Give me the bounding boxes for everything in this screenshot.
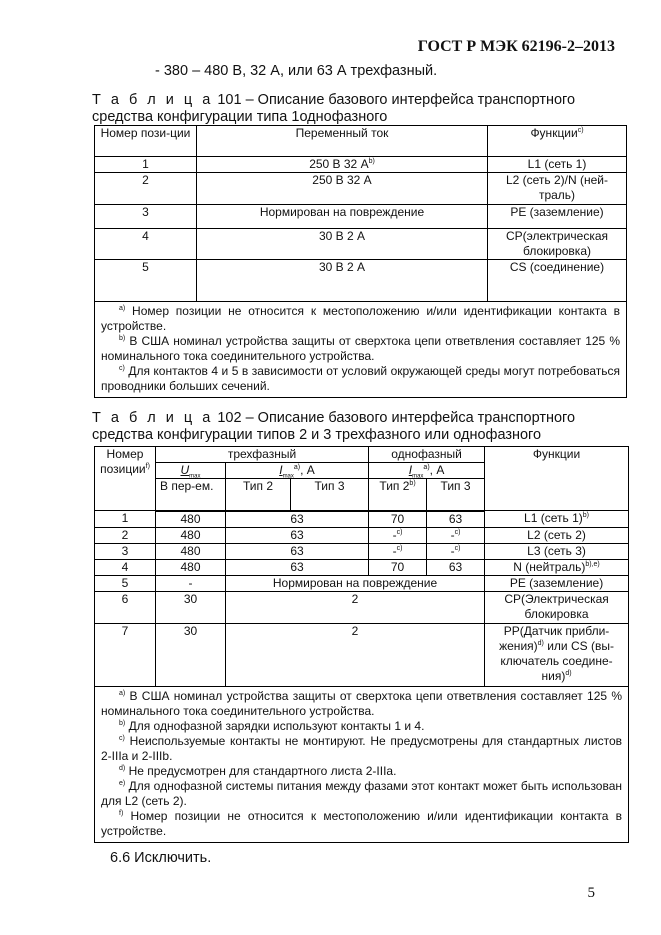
table-row: 2 480 63 -$^{c)}$ -$^{c)}$ L2 (сеть 2) <box>95 527 629 543</box>
footnote-e: $^{e)}$ Для однофазной системы питания между фазами этот контакт может быть использован для L2 (сеть 2). <box>101 778 623 808</box>
table-row: 3 480 63 -$^{c)}$ -$^{c)}$ L3 (сеть 3) <box>95 543 629 559</box>
table-notes-row <box>95 686 629 842</box>
closing-clause: 6.6 Исключить. <box>110 850 212 866</box>
footnote-a: $^{a)}$ Номер позиции не относится к местоположению и/или идентификации контакта в устройстве. <box>101 304 620 333</box>
intro-line: - 380 – 480 В, 32 А, или 63 А трехфазный. <box>155 63 438 79</box>
table-row: 4 480 63 70 63 N (нейтраль)$^{b),e)}$ <box>95 559 629 575</box>
table-title: 102 – Описание базового интерфейса транспортного <box>213 410 576 426</box>
footnote-a: $^{a)}$ В США номинал устройства защиты от сверхтока цепи ответвления составляет 125 % номинального тока соединительного устройства. <box>101 688 623 718</box>
page-number: 5 <box>587 885 595 901</box>
table-row: 6 30 2 CP(Электрическая блокировка <box>95 591 629 623</box>
footnote-d: $^{d)}$ Не предусмотрен для стандартного листа 2-IIIa. <box>119 763 397 778</box>
table-row: 4 30 В 2 А CP(электрическая блокировка) <box>95 229 627 260</box>
header-type3: Тип 3 <box>291 479 369 511</box>
header-three-phase: трехфазный <box>156 447 369 463</box>
table-102 <box>94 446 629 843</box>
table-row: 2 250 В 32 А L2 (сеть 2)/N (ней-траль) <box>95 173 627 205</box>
header-umax: $U_{max}$ <box>156 463 226 479</box>
table-label: Т а б л и ц а <box>92 410 214 426</box>
table-notes <box>95 686 629 842</box>
footnote-b: $^{b)}$ В США номинал устройства защиты от сверхтока цепи ответвления составляет 125 % номинального тока соединительного устройства. <box>101 334 620 363</box>
table-row: 7 30 2 PP(Датчик прибли-жения)$^{d)}$ или CS (вы-ключатель соедине-ния)$^{d)}$ <box>95 623 629 686</box>
header-ac: Переменный ток <box>197 126 488 157</box>
header-pos: Номер позиции$^{f)}$ <box>95 447 156 511</box>
header-imax: $I_{max}^{a)}$, А <box>226 463 369 479</box>
table-title: 101 – Описание базового интерфейса транспортного <box>213 92 576 108</box>
header-pos: Номер пози-ции <box>95 126 197 157</box>
header-single-phase: однофазный <box>369 447 485 463</box>
header-type3-single: Тип 3 <box>427 479 485 511</box>
table-label: Т а б л и ц а <box>92 92 214 108</box>
table-101-caption <box>92 92 575 126</box>
table-row: 1 480 63 70 63 L1 (сеть 1)$^{b)}$ <box>95 511 629 528</box>
footnote-c: $^{c)}$ Для контактов 4 и 5 в зависимости от условий окружающей среды могут потребоваться проводники больших сечений. <box>101 364 620 393</box>
footnote-b: $^{b)}$ Для однофазной зарядки используют контакты 1 и 4. <box>119 718 425 733</box>
header-func: Функции$^{c)}$ <box>488 126 627 157</box>
table-row: 3 Нормирован на повреждение PE (заземление) <box>95 205 627 229</box>
table-row: 5 - Нормирован на повреждение PE (заземление) <box>95 575 629 591</box>
table-101 <box>94 125 627 398</box>
table-row: 1 250 В 32 $А^{b)}$ L1 (сеть 1) <box>95 157 627 173</box>
header-imax-single: $I_{max}^{a)}$, А <box>369 463 485 479</box>
header-type2: Тип 2 <box>226 479 291 511</box>
header-in-trans: В пер-ем. <box>156 479 226 511</box>
footnote-c: $^{c)}$ Неиспользуемые контакты не монтируют. Не предусмотрены для стандартных листов 2-IIIa и 2-IIIb. <box>101 733 623 763</box>
table-row: 5 30 В 2 А CS (соединение) <box>95 260 627 302</box>
header-type2-single: Тип 2$^{b)}$ <box>369 479 427 511</box>
table-notes-row <box>95 302 627 398</box>
table-102-caption <box>92 410 575 444</box>
document-header: ГОСТ Р МЭК 62196-2–2013 <box>417 38 615 55</box>
footnote-f: $^{f)}$ Номер позиции не относится к местоположению и/или идентификации контакта в устройстве. <box>101 808 623 838</box>
table-title-line2: средства конфигурации типа 1однофазного <box>92 109 388 125</box>
table-header-row <box>95 126 627 157</box>
table-notes <box>95 302 627 398</box>
header-func: Функции <box>485 447 629 511</box>
table-title-line2: средства конфигурации типов 2 и 3 трехфазного или однофазного <box>92 427 542 443</box>
table-header-row <box>95 447 629 463</box>
